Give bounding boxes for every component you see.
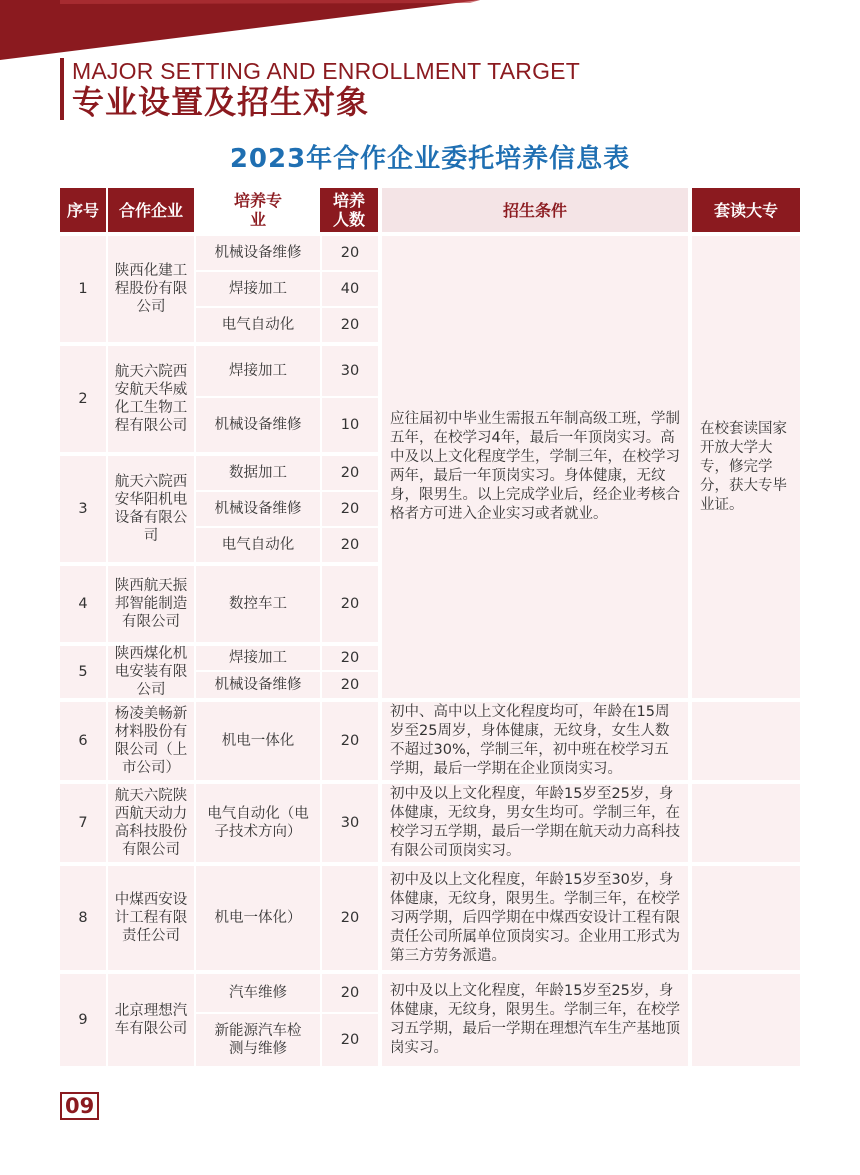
college-cell-empty: [692, 784, 800, 862]
major-name: 焊接加工: [196, 646, 320, 670]
major-name: 焊接加工: [196, 272, 320, 306]
company-name: 杨凌美畅新材料股份有限公司（上市公司）: [108, 702, 194, 780]
enrollment-conditions: 应往届初中毕业生需报五年制高级工班，学制五年，在校学习4年，最后一年顶岗实习。高中及以上文化程度学生，学制三年，在校学习两年，最后一年顶岗实习。身体健康，无纹身，限男生。以上完成学业后，经企业考核合格者方可进入企业实习或者就业。: [382, 236, 688, 698]
enrollment-conditions: 初中及以上文化程度，年龄15岁至25岁，身体健康，无纹身，男女生均可。学制三年，在校学习五学期，最后一学期在航天动力高科技有限公司顶岗实习。: [382, 784, 688, 862]
row-no: 5: [60, 646, 106, 698]
enrollment-count: 20: [322, 456, 378, 490]
company-name: 陕西航天振邦智能制造有限公司: [108, 566, 194, 642]
major-name: 数据加工: [196, 456, 320, 490]
enrollment-count: 20: [322, 672, 378, 698]
college-program-note: 在校套读国家开放大学大专，修完学分，获大专毕业证。: [692, 236, 800, 698]
enrollment-count: 30: [322, 346, 378, 396]
page-number: 09: [60, 1092, 99, 1120]
english-section-title: MAJOR SETTING AND ENROLLMENT TARGET: [72, 58, 580, 84]
college-cell-empty: [692, 866, 800, 970]
enrollment-count: 20: [322, 492, 378, 526]
row-no: 7: [60, 784, 106, 862]
row-no: 1: [60, 236, 106, 342]
company-name: 航天六院西安华阳机电设备有限公司: [108, 456, 194, 562]
enrollment-count: 20: [322, 974, 378, 1012]
chinese-section-title: 专业设置及招生对象: [72, 83, 370, 121]
company-name: 航天六院西安航天华威化工生物工程有限公司: [108, 346, 194, 452]
row-no: 4: [60, 566, 106, 642]
enrollment-count: 30: [322, 784, 378, 862]
enrollment-count: 20: [322, 1014, 378, 1066]
company-name: 陕西化建工程股份有限公司: [108, 236, 194, 342]
enrollment-count: 20: [322, 308, 378, 342]
row-no: 3: [60, 456, 106, 562]
enrollment-count: 20: [322, 528, 378, 562]
corner-ribbon-decoration: [0, 0, 480, 62]
enrollment-count: 20: [322, 566, 378, 642]
row-no: 8: [60, 866, 106, 970]
college-cell-empty: [692, 974, 800, 1066]
col-header-college: 套读大专: [692, 188, 800, 232]
enrollment-conditions: 初中及以上文化程度，年龄15岁至25岁，身体健康，无纹身，限男生。学制三年，在校学习五学期，最后一学期在理想汽车生产基地顶岗实习。: [382, 974, 688, 1066]
enrollment-count: 20: [322, 646, 378, 670]
col-header-conditions: 招生条件: [382, 188, 688, 232]
row-no: 2: [60, 346, 106, 452]
section-header: [60, 58, 580, 120]
major-name: 电气自动化（电子技术方向）: [196, 784, 320, 862]
major-name: 机电一体化）: [196, 866, 320, 970]
col-header-company: 合作企业: [108, 188, 194, 232]
company-name: 陕西煤化机电安装有限公司: [108, 646, 194, 698]
college-cell-empty: [692, 702, 800, 780]
col-header-count: 培养人数: [320, 188, 378, 232]
enrollment-count: 40: [322, 272, 378, 306]
company-name: 北京理想汽车有限公司: [108, 974, 194, 1066]
major-name: 汽车维修: [196, 974, 320, 1012]
enrollment-count: 10: [322, 398, 378, 452]
major-name: 电气自动化: [196, 528, 320, 562]
major-name: 机械设备维修: [196, 398, 320, 452]
major-name: 电气自动化: [196, 308, 320, 342]
major-name: 机械设备维修: [196, 236, 320, 270]
col-header-no: 序号: [60, 188, 106, 232]
major-name: 机电一体化: [196, 702, 320, 780]
table-title: 2023年合作企业委托培养信息表: [229, 144, 631, 174]
company-name: 航天六院陕西航天动力高科技股份有限公司: [108, 784, 194, 862]
col-header-major: 培养专业: [234, 191, 283, 229]
major-name: 机械设备维修: [196, 492, 320, 526]
enrollment-count: 20: [322, 866, 378, 970]
major-name: 机械设备维修: [196, 672, 320, 698]
enrollment-conditions: 初中及以上文化程度，年龄15岁至30岁，身体健康，无纹身，限男生。学制三年，在校学习两学期，后四学期在中煤西安设计工程有限责任公司所属单位顶岗实习。企业用工形式为第三方劳务派遣。: [382, 866, 688, 970]
enrollment-count: 20: [322, 702, 378, 780]
major-name: 数控车工: [196, 566, 320, 642]
row-no: 9: [60, 974, 106, 1066]
major-name: 焊接加工: [196, 346, 320, 396]
major-name: 新能源汽车检测与维修: [196, 1014, 320, 1066]
enrollment-conditions: 初中、高中以上文化程度均可，年龄在15周岁至25周岁，身体健康，无纹身，女生人数不超过30%，学制三年，初中班在校学习五学期，最后一学期在企业顶岗实习。: [382, 702, 688, 780]
company-name: 中煤西安设计工程有限责任公司: [108, 866, 194, 970]
enrollment-count: 20: [322, 236, 378, 270]
row-no: 6: [60, 702, 106, 780]
